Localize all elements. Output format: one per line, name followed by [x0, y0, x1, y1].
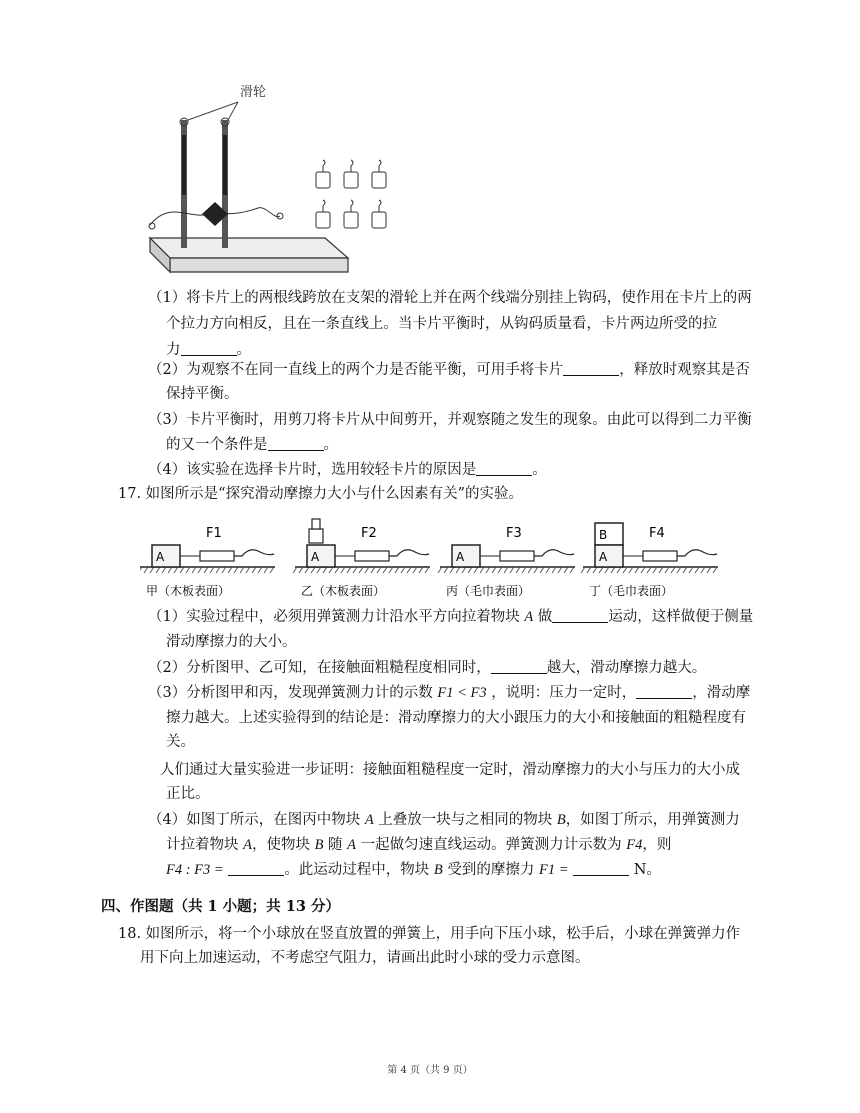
block-label: A — [156, 550, 165, 564]
answer-blank[interactable] — [491, 659, 547, 674]
q17-part3-line1: （3）分析图甲和丙，发现弹簧测力计的示数 F1 < F3 ，说明：压力一定时， ，滑动摩 — [148, 685, 751, 701]
q17-part3-line3: 关。 — [166, 734, 195, 750]
force-label: F1 — [206, 526, 222, 541]
friction-subfigure — [438, 526, 575, 598]
q17-part4-line1: （4）如图丁所示，在图丙中物块 A 上叠放一块与之相同的物块 B，如图丁所示，用弹簧测力 — [148, 812, 740, 828]
q17-part1-line1: （1）实验过程中，必须用弹簧测力计沿水平方向拉着物块 A 做 运动，这样做便于侧量 — [148, 609, 754, 625]
q17-part3-line2: 擦力越大。上述实验得到的结论是：滑动摩擦力的大小跟压力的大小和接触面的粗糙程度有 — [166, 710, 746, 726]
q17-part1-line2: 滑动摩擦力的大小。 — [166, 634, 297, 650]
pulley-apparatus-figure — [140, 80, 400, 285]
q16-part2-line1: （2）为观察不在同一直线上的两个力是否能平衡，可用手将卡片 ，释放时观察其是否 — [148, 362, 750, 378]
q17-part2-line: （2）分析图甲、乙可知，在接触面粗糙程度相同时， 越大，滑动摩擦力越大。 — [148, 660, 707, 676]
answer-blank[interactable] — [268, 436, 324, 451]
q17-stem: 17. 如图所示是“探究滑动摩擦力大小与什么因素有关”的实验。 — [118, 486, 523, 502]
answer-blank[interactable] — [228, 861, 284, 876]
friction-subfigure — [293, 519, 430, 598]
friction-experiment-figure — [140, 515, 740, 603]
answer-blank[interactable] — [181, 341, 237, 356]
block-label: B — [599, 528, 608, 542]
subfigure-caption: 丁（毛巾表面） — [589, 584, 674, 598]
answer-blank[interactable] — [476, 461, 532, 476]
section-title: 四、作图题（共 1 小题；共 13 分） — [101, 898, 340, 915]
q16-part1-line2: 个拉力方向相反，且在一条直线上。当卡片平衡时，从钩码质量看，卡片两边所受的拉 — [166, 316, 717, 332]
page-footer: 第 4 页（共 9 页） — [387, 1065, 473, 1076]
q16-part1-line3: 力 。 — [166, 342, 251, 358]
answer-blank[interactable] — [636, 684, 692, 699]
friction-subfigure — [140, 526, 275, 598]
q16-part4-line: （4）该实验在选择卡片时，选用较轻卡片的原因是 。 — [148, 462, 547, 478]
subfigure-caption: 乙（木板表面） — [301, 584, 386, 598]
answer-blank[interactable] — [552, 608, 608, 623]
block-label: A — [311, 550, 320, 564]
block-label: A — [456, 550, 465, 564]
q18-line1: 18. 如图所示，将一个小球放在竖直放置的弹簧上，用手向下压小球，松手后，小球在弹簧弹力作 — [118, 926, 741, 942]
q16-part3-line1: （3）卡片平衡时，用剪刀将卡片从中间剪开，并观察随之发生的现象。由此可以得到二力平衡 — [148, 412, 752, 428]
pulley-label: 滑轮 — [240, 85, 267, 100]
force-label: F4 — [649, 526, 665, 541]
answer-blank[interactable] — [563, 361, 619, 376]
force-label: F3 — [506, 526, 522, 541]
q17-part4-line3: F4 : F3 = 。此运动过程中，物块 B 受到的摩擦力 F1 = N。 — [166, 862, 661, 878]
q17-part3-line5: 正比。 — [166, 786, 210, 802]
q18-line2: 用下向上加速运动，不考虑空气阻力，请画出此时小球的受力示意图。 — [140, 950, 590, 966]
q17-part4-line2: 计拉着物块 A，使物块 B 随 A 一起做匀速直线运动。弹簧测力计示数为 F4，则 — [166, 837, 672, 853]
block-label: A — [599, 550, 608, 564]
q16-part3-line2: 的又一个条件是 。 — [166, 437, 338, 453]
friction-subfigure — [581, 523, 718, 598]
answer-blank[interactable] — [573, 861, 629, 876]
subfigure-caption: 丙（毛巾表面） — [446, 584, 531, 598]
subfigure-caption: 甲（木板表面） — [146, 584, 231, 598]
q16-part1-line1: （1）将卡片上的两根线跨放在支架的滑轮上并在两个线端分别挂上钩码，使作用在卡片上的两 — [148, 290, 752, 306]
q17-part3-line4: 人们通过大量实验进一步证明：接触面粗糙程度一定时，滑动摩擦力的大小与压力的大小成 — [160, 762, 740, 778]
force-label: F2 — [361, 526, 377, 541]
q16-part2-line2: 保持平衡。 — [166, 386, 239, 402]
